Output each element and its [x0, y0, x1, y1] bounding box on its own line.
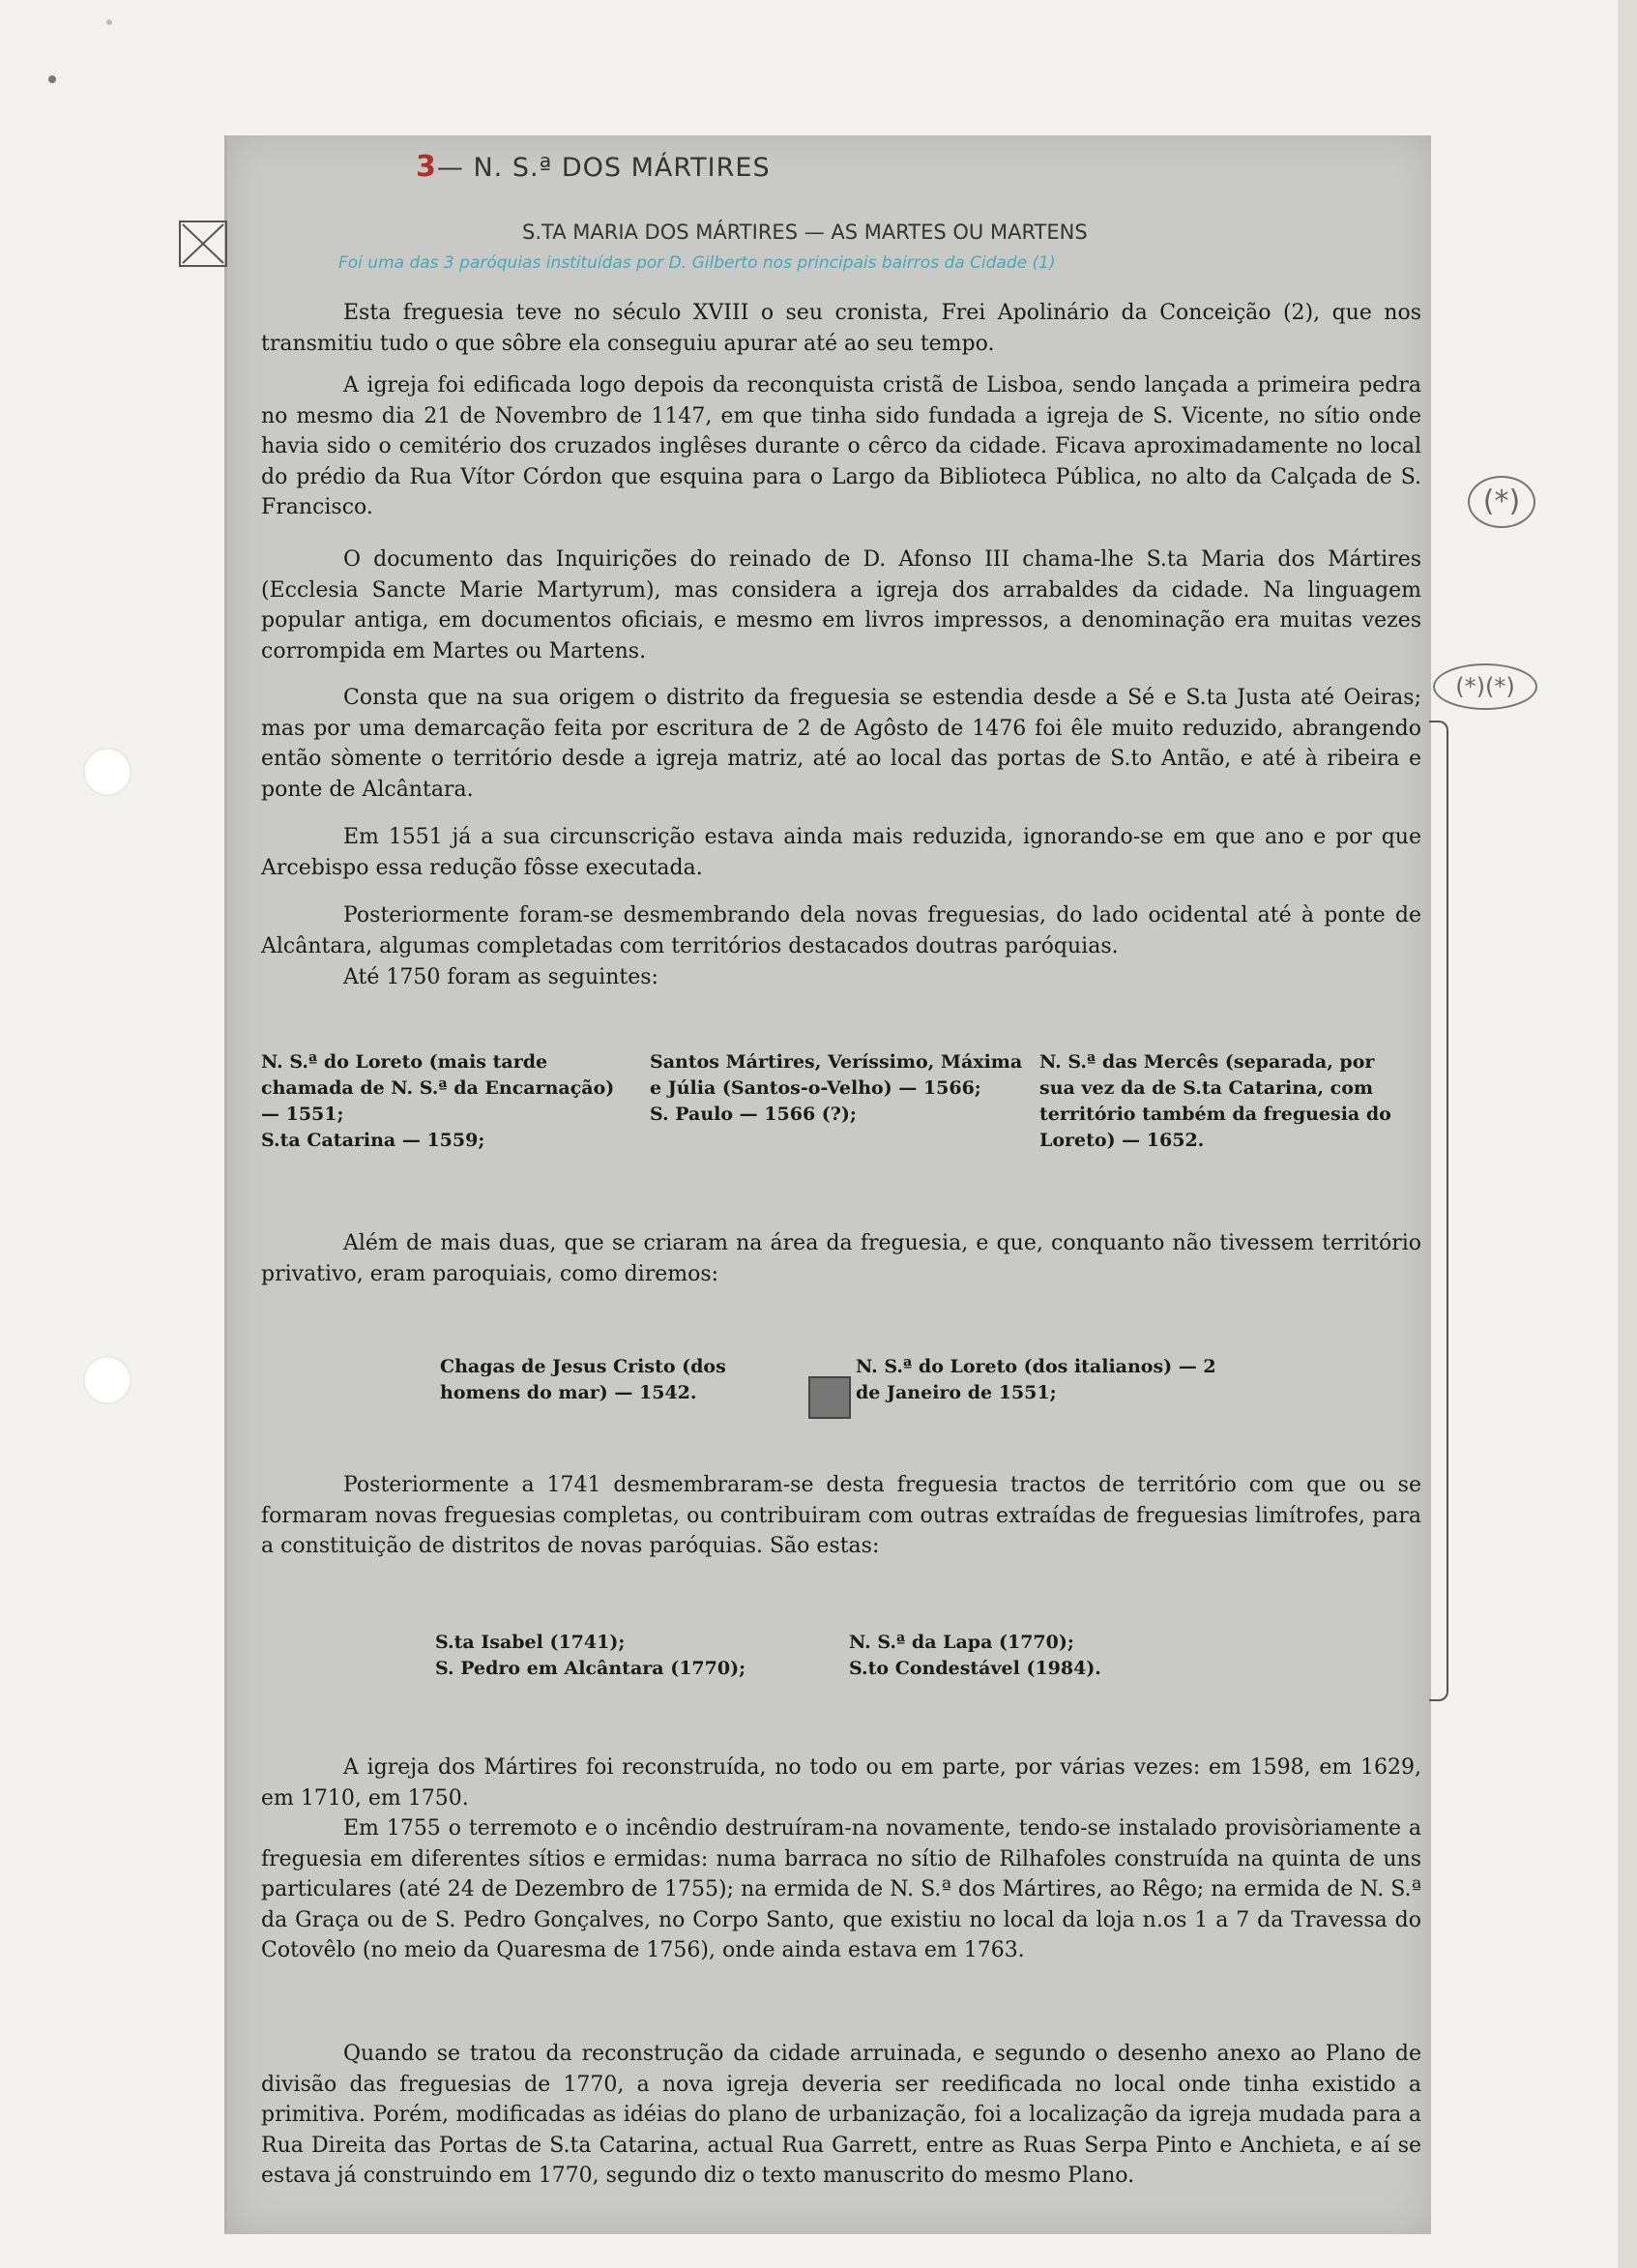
list-item: S.ta Catarina — 1559; [261, 1130, 485, 1151]
paragraph: Em 1755 o terremoto e o incêndio destruíram-na novamente, tendo-se instalado provisòriamente a freguesia em diferentes sítios e ermidas: numa barraca no sítio de Rilhafoles construída na quinta de uns particulares (até 24 de Dezembro de 1755); na ermida de N. S.ª dos Mártires, ao Rêgo; na ermida de N. S.ª da Graça ou de S. Pedro Gonçalves, no Corpo Santo, que existiu no local da loja n.os 1 a 7 da Travessa do Cotovêlo (no meio da Quaresma de 1756), onde ainda estava em 1763. [261, 1816, 1421, 1962]
list-item: N. S.ª do Loreto (mais tarde chamada de N. S.ª da Encarnação) — 1551; [261, 1051, 615, 1125]
paragraph: Posteriormente a 1741 desmembraram-se desta freguesia tractos de território com que ou se formaram novas freguesias completas, ou contribuiram com outras extraídas de freguesias limítrofes, para a constituição de distritos de novas paróquias. São estas: [261, 1473, 1421, 1558]
list-item: S.to Condestável (1984). [849, 1658, 1101, 1679]
punch-hole-lower [83, 1356, 132, 1404]
stamp-square [808, 1376, 851, 1419]
paragraph: Além de mais duas, que se criaram na área da freguesia, e que, conquanto não tivessem território privativo, eram paroquiais, como diremos: [261, 1231, 1421, 1286]
paragraph: Em 1551 já a sua circunscrição estava ainda mais reduzida, ignorando-se em que ano e por que Arcebispo essa redução fôsse executada. [261, 825, 1421, 880]
list-two-left: Chagas de Jesus Cristo (dos homens do mar) — 1542. [440, 1356, 726, 1403]
paragraph: A igreja dos Mártires foi reconstruída, no todo ou em parte, por várias vezes: em 1598, em 1629, em 1710, em 1750. [261, 1755, 1421, 1811]
paragraph: Esta freguesia teve no século XVIII o seu cronista, Frei Apolinário da Conceição (2), que nos transmitiu tudo o que sôbre ela conseguiu apurar até ao seu tempo. [261, 301, 1421, 356]
punch-hole-upper [83, 748, 132, 796]
list-1750-col3 [1039, 1049, 1412, 1154]
list-1750-col2 [650, 1049, 1027, 1128]
page-subtitle: S.TA MARIA DOS MÁRTIRES — AS MARTES OU MARTENS [522, 221, 1088, 244]
list-item: Santos Mártires, Veríssimo, Máxima e Júlia (Santos-o-Velho) — 1566; [650, 1051, 1023, 1099]
list-item: N. S.ª da Lapa (1770); [849, 1632, 1074, 1653]
list-item: S.ta Isabel (1741); [435, 1632, 626, 1653]
list-item: S. Pedro em Alcântara (1770); [435, 1658, 746, 1679]
stray-mark [48, 75, 56, 83]
stray-mark-faint [106, 19, 112, 25]
margin-bracket [1429, 721, 1448, 1701]
title-text: N. S.ª DOS MÁRTIRES [473, 153, 771, 183]
paragraph: O documento das Inquirições do reinado de D. Afonso III chama-lhe S.ta Maria dos Mártires (Ecclesia Sancte Marie Martyrum), mas considera a igreja dos arrabaldes da cidade. Na linguagem popular antiga, em documentos oficiais, e mesmo em livros impressos, a denominação era muitas vezes corrompida em Martes ou Martens. [261, 547, 1421, 663]
page-title: 3— N. S.ª DOS MÁRTIRES [416, 150, 771, 184]
list-1750-col1 [261, 1049, 638, 1154]
asterisk-margin-mark: (*) [1468, 476, 1535, 528]
paragraph: Quando se tratou da reconstrução da cidade arruinada, e segundo o desenho anexo ao Plano de divisão das freguesias de 1770, a nova igreja deveria ser reedificada no local onde tinha existido a primitiva. Porém, modificadas as idéias do plano de urbanização, foi a localização da igreja mudada para a Rua Direita das Portas de S.ta Catarina, actual Rua Garrett, entre as Ruas Serpa Pinto e Anchieta, e aí se estava já construindo em 1770, segundo diz o texto manuscrito do mesmo Plano. [261, 2042, 1421, 2188]
list-item: N. S.ª das Mercês (separada, por sua vez da de S.ta Catarina, com território também da freguesia do Loreto) — 1652. [1039, 1051, 1391, 1151]
list-item: S. Paulo — 1566 (?); [650, 1104, 857, 1125]
list-two-right: N. S.ª do Loreto (dos italianos) — 2 de Janeiro de 1551; [856, 1356, 1216, 1403]
list-1741-left [435, 1630, 822, 1682]
sheet-edge [1618, 0, 1637, 2268]
section-number: 3 [416, 150, 437, 184]
double-asterisk-margin-mark: (*)(*) [1433, 663, 1537, 710]
paragraph: Consta que na sua origem o distrito da freguesia se estendia desde a Sé e S.ta Justa até Oeiras; mas por uma demarcação feita por escritura de 2 de Agôsto de 1476 foi êle muito reduzido, abrangendo então sòmente o território desde a igreja matriz, até ao local das portas de S.to Antão, e até à ribeira e ponte de Alcântara. [261, 686, 1421, 802]
paragraph: Até 1750 foram as seguintes: [343, 965, 658, 989]
paragraph: A igreja foi edificada logo depois da reconquista cristã de Lisboa, sendo lançada a primeira pedra no mesmo dia 21 de Novembro de 1147, em que tinha sido fundada a igreja de S. Vicente, no sítio onde havia sido o cemitério dos cruzados inglêses durante o cêrco da cidade. Ficava aproximadamente no local do prédio da Rua Vítor Córdon que esquina para o Largo da Biblioteca Pública, no alto da Calçada de S. Francisco. [261, 373, 1421, 519]
handwritten-note: Foi uma das 3 paróquias instituídas por D. Gilberto nos principais bairros da Cidade (1) [338, 253, 1056, 273]
list-1741-right [849, 1630, 1236, 1682]
checked-box-icon [179, 221, 227, 267]
paragraph: Posteriormente foram-se desmembrando dela novas freguesias, do lado ocidental até à ponte de Alcântara, algumas completadas com territórios destacados doutras paróquias. [261, 903, 1421, 958]
